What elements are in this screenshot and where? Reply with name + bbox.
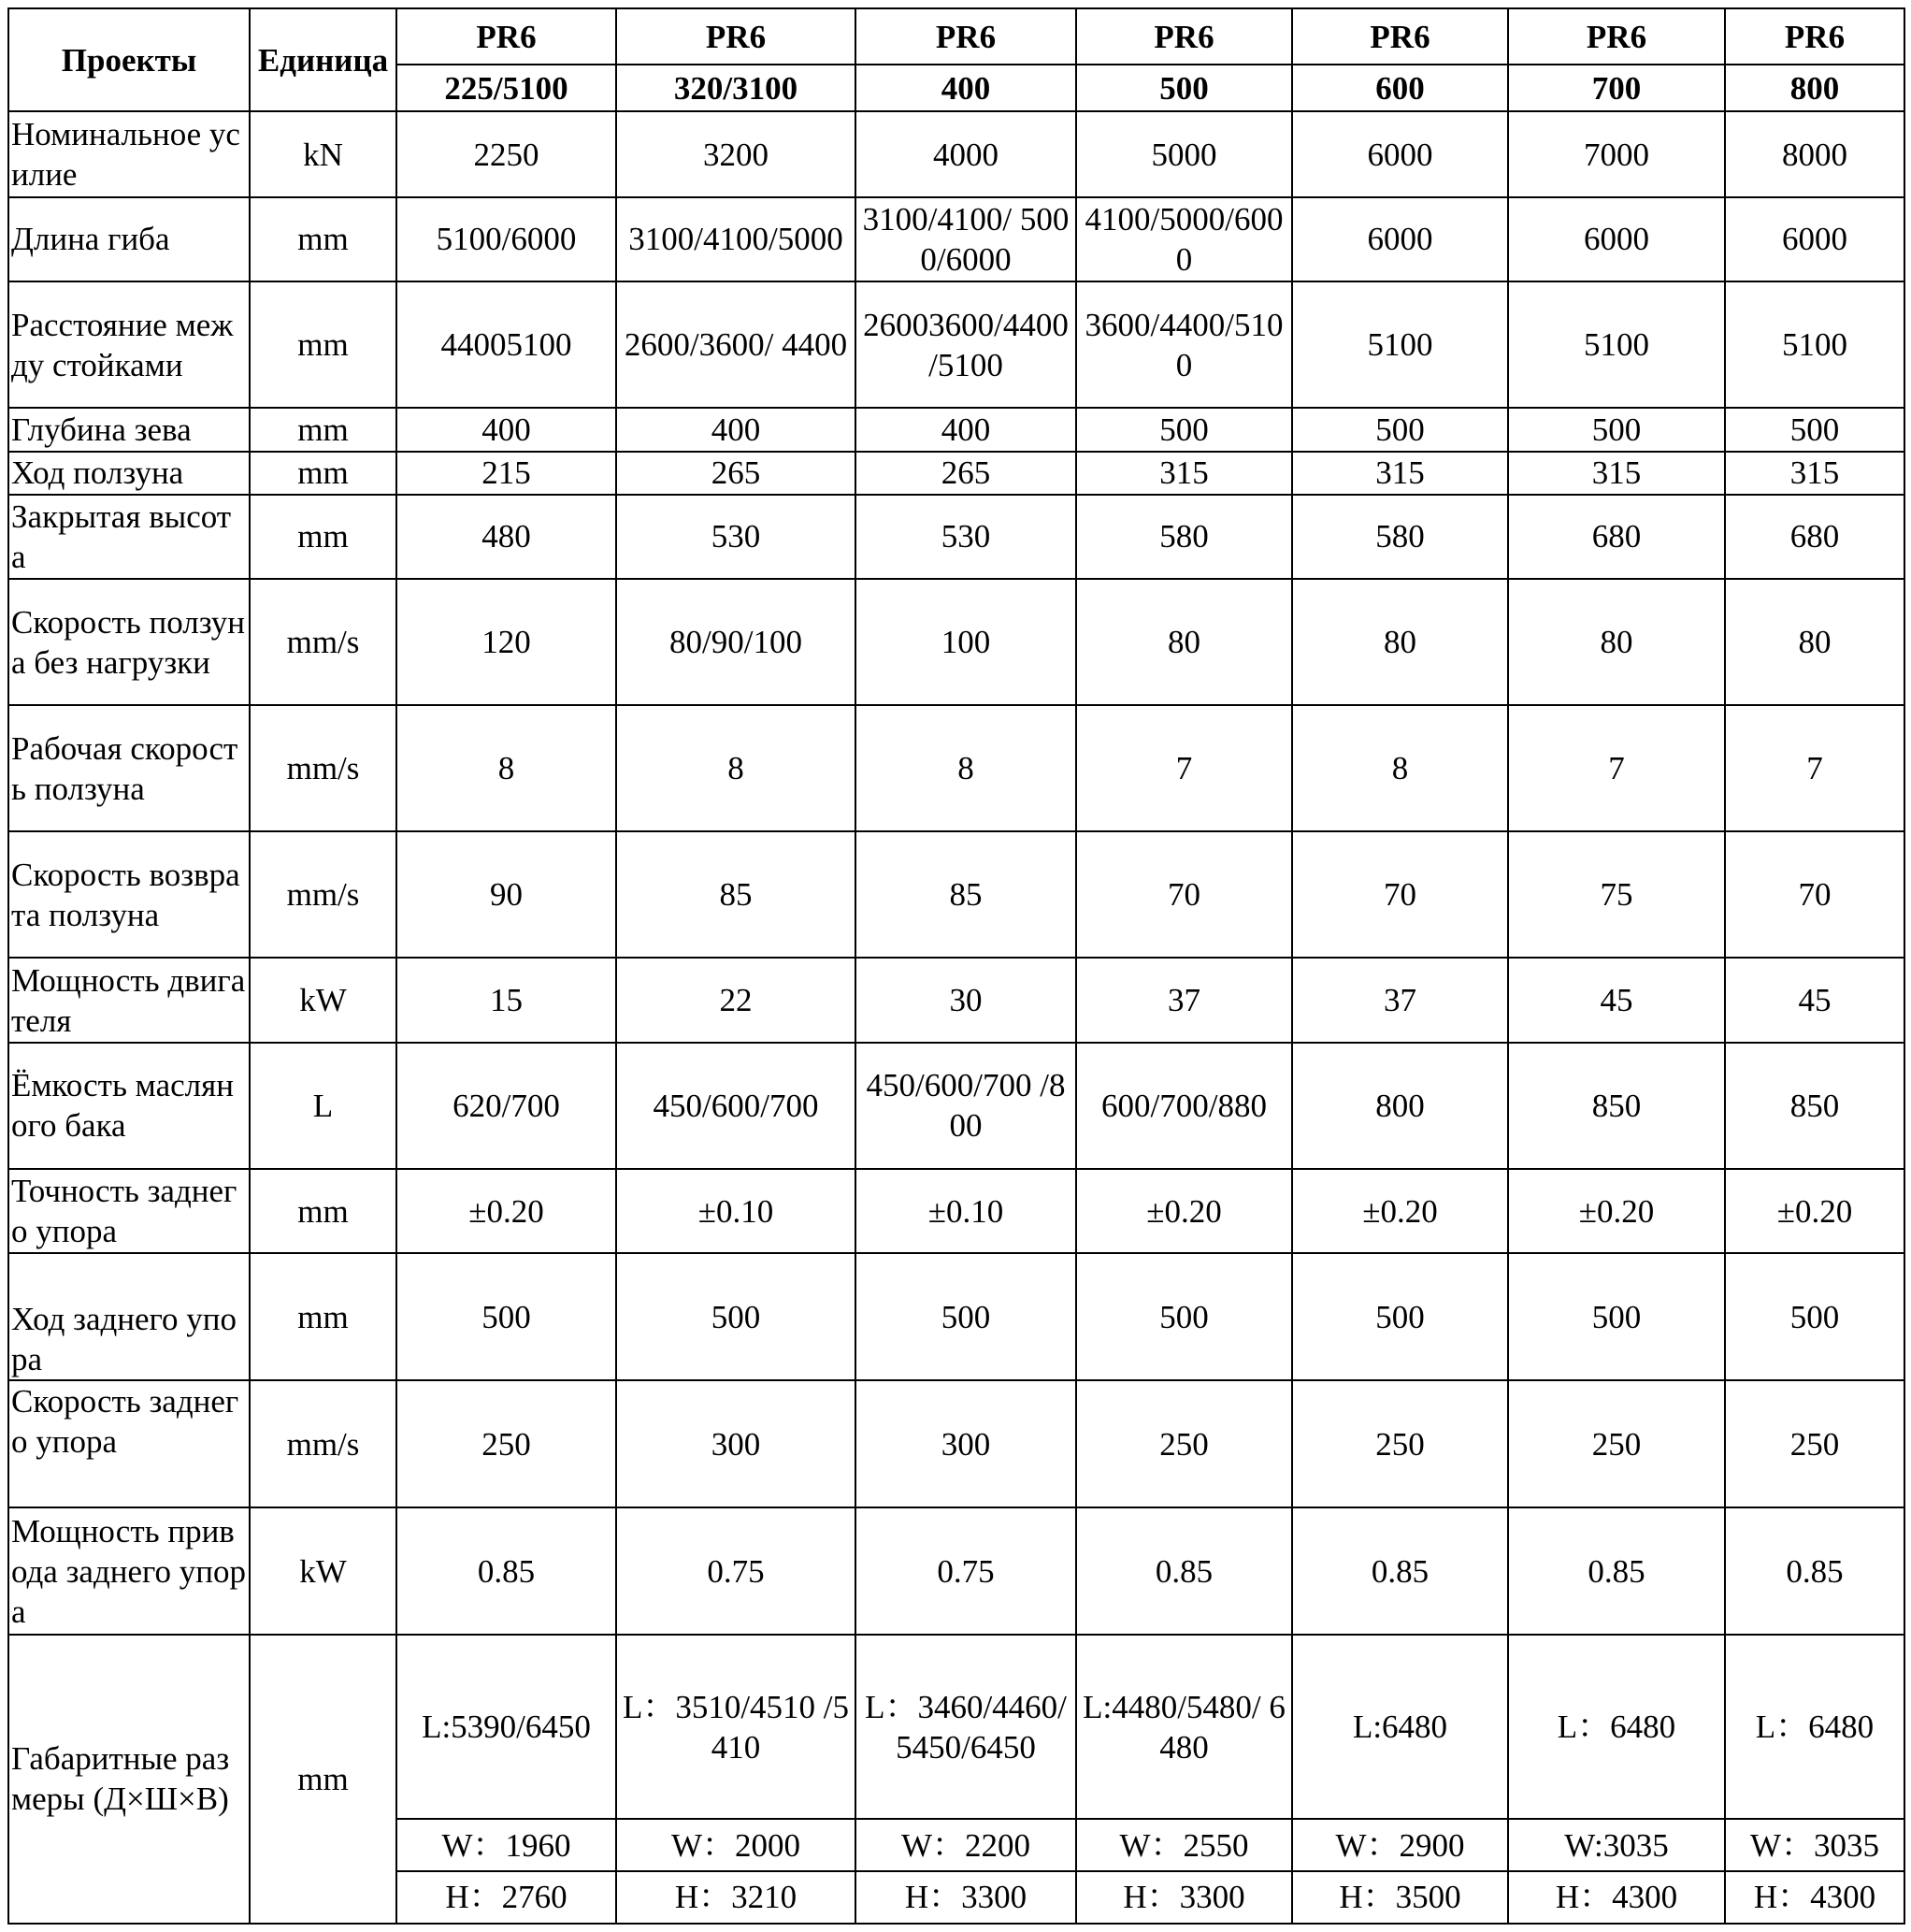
value-cell: 530 [855,495,1076,579]
value-cell: 30 [855,958,1076,1042]
width-cell: W：2550 [1076,1819,1292,1870]
value-cell: 215 [396,452,616,495]
model-series: PR6 [855,8,1076,65]
width-cell: W：2000 [616,1819,855,1870]
length-cell: L:5390/6450 [396,1635,616,1820]
value-cell: 315 [1076,452,1292,495]
value-cell: 4000 [855,111,1076,196]
value-cell: 7000 [1508,111,1725,196]
value-cell: 0.75 [855,1507,1076,1634]
unit-cell: mm/s [250,579,396,705]
value-cell: 80 [1508,579,1725,705]
width-cell: W：2900 [1292,1819,1508,1870]
unit-cell: L [250,1043,396,1169]
value-cell: 44005100 [396,281,616,408]
unit-cell: mm/s [250,831,396,958]
value-cell: 6000 [1292,197,1508,281]
value-cell: 250 [1292,1380,1508,1507]
model-series: PR6 [1725,8,1904,65]
unit-cell: mm [250,408,396,451]
value-cell: ±0.10 [616,1169,855,1253]
value-cell: 480 [396,495,616,579]
value-cell: 400 [616,408,855,451]
table-row [8,197,1904,281]
value-cell: 4100/5000/6000 [1076,197,1292,281]
value-cell: 500 [1292,1253,1508,1379]
value-cell: 0.85 [1076,1507,1292,1634]
value-cell: 0.75 [616,1507,855,1634]
value-cell: 8 [1292,705,1508,830]
value-cell: 500 [1508,408,1725,451]
value-cell: 120 [396,579,616,705]
header-projects: Проекты [8,8,250,111]
value-cell: ±0.20 [396,1169,616,1253]
model-series: PR6 [1292,8,1508,65]
value-cell: 5000 [1076,111,1292,196]
value-cell: 315 [1508,452,1725,495]
value-cell: 3200 [616,111,855,196]
table-row [8,579,1904,705]
unit-cell: mm/s [250,705,396,830]
value-cell: 500 [1725,408,1904,451]
value-cell: 850 [1725,1043,1904,1169]
value-cell: 500 [1076,408,1292,451]
value-cell: 580 [1292,495,1508,579]
param-label: Мощность привода заднего упора [8,1507,250,1634]
value-cell: 26003600/4400 /5100 [855,281,1076,408]
value-cell: 250 [1725,1380,1904,1507]
value-cell: 7 [1725,705,1904,830]
width-cell: W：2200 [855,1819,1076,1870]
unit-cell: mm [250,452,396,495]
unit-cell: kW [250,958,396,1042]
value-cell: 265 [616,452,855,495]
height-cell: H：3210 [616,1871,855,1924]
value-cell: 500 [396,1253,616,1379]
value-cell: 45 [1725,958,1904,1042]
value-cell: 3100/4100/ 5000/6000 [855,197,1076,281]
param-label: Расстояние между стойками [8,281,250,408]
unit-cell: mm [250,1635,396,1924]
model-series: PR6 [616,8,855,65]
unit-cell: kN [250,111,396,196]
value-cell: 400 [396,408,616,451]
value-cell: 300 [855,1380,1076,1507]
table-row [8,452,1904,495]
value-cell: 450/600/700 [616,1043,855,1169]
value-cell: 250 [1508,1380,1725,1507]
value-cell: 85 [616,831,855,958]
unit-cell: mm [250,197,396,281]
param-label: Рабочая скорость ползуна [8,705,250,830]
param-label: Глубина зева [8,408,250,451]
spec-table [7,7,1905,1925]
value-cell: 580 [1076,495,1292,579]
param-label: Ёмкость масляного бака [8,1043,250,1169]
table-row [8,1380,1904,1507]
model-size: 700 [1508,65,1725,111]
value-cell: 22 [616,958,855,1042]
height-cell: H：4300 [1508,1871,1725,1924]
value-cell: 850 [1508,1043,1725,1169]
param-label: Длина гиба [8,197,250,281]
value-cell: 450/600/700 /800 [855,1043,1076,1169]
param-label: Скорость возврата ползуна [8,831,250,958]
value-cell: 500 [1076,1253,1292,1379]
value-cell: 500 [1725,1253,1904,1379]
value-cell: 5100/6000 [396,197,616,281]
value-cell: ±0.10 [855,1169,1076,1253]
value-cell: 80 [1076,579,1292,705]
value-cell: 250 [396,1380,616,1507]
value-cell: 300 [616,1380,855,1507]
table-row [8,408,1904,451]
value-cell: 620/700 [396,1043,616,1169]
width-cell: W：1960 [396,1819,616,1870]
param-label: Закрытая высота [8,495,250,579]
table-row [8,1253,1904,1379]
value-cell: 500 [1508,1253,1725,1379]
value-cell: 500 [616,1253,855,1379]
model-series: PR6 [396,8,616,65]
value-cell: 100 [855,579,1076,705]
value-cell: 0.85 [1292,1507,1508,1634]
value-cell: 37 [1076,958,1292,1042]
value-cell: 5100 [1508,281,1725,408]
model-size: 800 [1725,65,1904,111]
height-cell: H：3300 [855,1871,1076,1924]
value-cell: 315 [1725,452,1904,495]
value-cell: ±0.20 [1292,1169,1508,1253]
param-label: Ход заднего упора [8,1253,250,1379]
length-cell: L：6480 [1508,1635,1725,1820]
table-row [8,111,1904,196]
value-cell: 265 [855,452,1076,495]
width-cell: W:3035 [1508,1819,1725,1870]
length-cell: L:4480/5480/ 6480 [1076,1635,1292,1820]
param-label: Номинальное усилие [8,111,250,196]
unit-cell: mm [250,1253,396,1379]
height-cell: H：3300 [1076,1871,1292,1924]
value-cell: 500 [855,1253,1076,1379]
value-cell: 8 [855,705,1076,830]
unit-cell: mm/s [250,1380,396,1507]
table-row [8,958,1904,1042]
value-cell: 80/90/100 [616,579,855,705]
value-cell: 8000 [1725,111,1904,196]
value-cell: 7 [1076,705,1292,830]
value-cell: 2250 [396,111,616,196]
width-cell: W：3035 [1725,1819,1904,1870]
value-cell: 2600/3600/ 4400 [616,281,855,408]
model-size: 600 [1292,65,1508,111]
height-cell: H：2760 [396,1871,616,1924]
header-unit: Единица [250,8,396,111]
value-cell: 75 [1508,831,1725,958]
table-row [8,1043,1904,1169]
model-size: 400 [855,65,1076,111]
table-row [8,705,1904,830]
value-cell: 3100/4100/5000 [616,197,855,281]
dimensions-row-length [8,1635,1904,1820]
value-cell: 500 [1292,408,1508,451]
value-cell: 5100 [1292,281,1508,408]
value-cell: ±0.20 [1076,1169,1292,1253]
model-series: PR6 [1076,8,1292,65]
value-cell: 80 [1725,579,1904,705]
unit-cell: mm [250,1169,396,1253]
value-cell: 90 [396,831,616,958]
length-cell: L：3460/4460/ 5450/6450 [855,1635,1076,1820]
value-cell: 5100 [1725,281,1904,408]
value-cell: 70 [1725,831,1904,958]
table-row [8,831,1904,958]
value-cell: 8 [616,705,855,830]
param-label: Ход ползуна [8,452,250,495]
param-label: Скорость ползуна без нагрузки [8,579,250,705]
value-cell: ±0.20 [1725,1169,1904,1253]
height-cell: H：3500 [1292,1871,1508,1924]
value-cell: 15 [396,958,616,1042]
value-cell: 80 [1292,579,1508,705]
value-cell: 680 [1508,495,1725,579]
value-cell: 400 [855,408,1076,451]
table-row [8,1169,1904,1253]
unit-cell: mm [250,495,396,579]
table-row [8,1507,1904,1634]
unit-cell: kW [250,1507,396,1634]
value-cell: 800 [1292,1043,1508,1169]
model-size: 225/5100 [396,65,616,111]
model-size: 320/3100 [616,65,855,111]
param-label: Точность заднего упора [8,1169,250,1253]
value-cell: 6000 [1508,197,1725,281]
value-cell: 45 [1508,958,1725,1042]
table-row [8,281,1904,408]
value-cell: 0.85 [1508,1507,1725,1634]
unit-cell: mm [250,281,396,408]
value-cell: 70 [1076,831,1292,958]
value-cell: 315 [1292,452,1508,495]
value-cell: 7 [1508,705,1725,830]
value-cell: 530 [616,495,855,579]
value-cell: 8 [396,705,616,830]
value-cell: 6000 [1725,197,1904,281]
param-label: Габаритные размеры (Д×Ш×В) [8,1635,250,1924]
value-cell: ±0.20 [1508,1169,1725,1253]
value-cell: 0.85 [396,1507,616,1634]
value-cell: 0.85 [1725,1507,1904,1634]
length-cell: L：3510/4510 /5410 [616,1635,855,1820]
value-cell: 37 [1292,958,1508,1042]
value-cell: 680 [1725,495,1904,579]
model-size: 500 [1076,65,1292,111]
param-label: Скорость заднего упора [8,1380,250,1507]
param-label: Мощность двигателя [8,958,250,1042]
model-series: PR6 [1508,8,1725,65]
value-cell: 3600/4400/5100 [1076,281,1292,408]
header-row-series [8,8,1904,65]
table-row [8,495,1904,579]
length-cell: L：6480 [1725,1635,1904,1820]
value-cell: 250 [1076,1380,1292,1507]
value-cell: 85 [855,831,1076,958]
length-cell: L:6480 [1292,1635,1508,1820]
value-cell: 6000 [1292,111,1508,196]
height-cell: H：4300 [1725,1871,1904,1924]
value-cell: 70 [1292,831,1508,958]
value-cell: 600/700/880 [1076,1043,1292,1169]
